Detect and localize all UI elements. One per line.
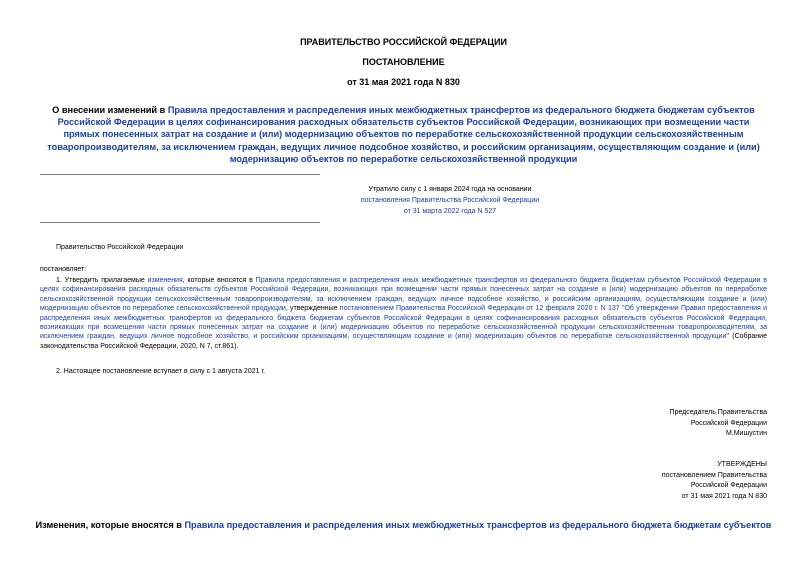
signature-line2: Российской Федерации bbox=[690, 419, 767, 427]
government-heading: ПРАВИТЕЛЬСТВО РОССИЙСКОЙ ФЕДЕРАЦИИ bbox=[300, 37, 507, 47]
item-2-paragraph: 2. Настоящее постановление вступает в силу с 1 августа 2021 г. bbox=[56, 368, 266, 375]
lost-force-note bbox=[300, 184, 600, 217]
changes-heading-rules-link[interactable]: Правила предоставления и распределения иных межбюджетных трансфертов из федерального бюджета бюджетам субъектов bbox=[184, 520, 772, 530]
lost-force-decree-date-link[interactable]: от 31 марта 2022 года N 527 bbox=[403, 208, 497, 215]
item1-changes-link[interactable]: изменения bbox=[147, 277, 183, 284]
signature-line1: Председатель Правительства bbox=[669, 409, 767, 416]
changes-heading-prefix: Изменения, которые вносятся в bbox=[35, 520, 185, 530]
approved-line3: Российской Федерации bbox=[690, 482, 767, 490]
document-type: ПОСТАНОВЛЕНИЕ bbox=[362, 57, 445, 67]
approved-line1: УТВЕРЖДЕНЫ bbox=[717, 461, 767, 468]
item1-rules-link[interactable]: Правила предоставления и распределения иных межбюджетных трансфертов из федерального бюджета бюджетам субъектов Российской Федерации в целях софинансирования расходных обязательств субъектов Российской Федерации, возникающих при возмещении части прямых понесенных затрат на создание и (или) модернизацию объектов по переработке сельскохозяйственной продукции сельскохозяйственным товаропроизводителям, за исключением граждан, ведущих личное подсобное хозяйство, и российским организациям, осуществляющим создание и (или) модернизацию объектов по переработке сельскохозяйственной продукции bbox=[40, 277, 767, 313]
divider-top bbox=[40, 174, 320, 175]
resolves-text: постановляет: bbox=[40, 266, 87, 273]
item1-prefix: 1. Утвердить прилагаемые bbox=[56, 277, 148, 284]
document-title bbox=[40, 104, 767, 165]
approved-line4: от 31 мая 2021 года N 830 bbox=[681, 492, 767, 500]
signature-block bbox=[517, 408, 767, 440]
approved-block bbox=[517, 460, 767, 502]
divider-bottom bbox=[40, 222, 320, 223]
item1-mid: , которые вносятся в bbox=[182, 277, 256, 284]
approved-line2: постановлением Правительства bbox=[661, 471, 767, 479]
document-date-number: от 31 мая 2021 года N 830 bbox=[347, 77, 460, 87]
lost-force-line1: Утратило силу с 1 января 2024 года на основании bbox=[368, 186, 532, 193]
lost-force-decree-link[interactable]: постановления Правительства Российской Федерации bbox=[360, 197, 540, 204]
signature-line3: М.Мишустин bbox=[725, 430, 767, 438]
item1-decree-link[interactable]: постановлением Правительства Российской Федерации от 12 февраля 2020 г. N 137 "Об утверждении Правил предоставления и распределения иных межбюджетных трансфертов из федерального бюджета бюджетам субъектов Российской Федерации в целях софинансирования расходных обязательств субъектов Российской Федерации, возникающих при возмещении части прямых понесенных затрат на создание и (или) модернизацию объектов по переработке сельскохозяйственной продукции сельскохозяйственным товаропроизводителям, за исключением граждан, ведущих личное подсобное хозяйство, и российским организациям, осуществляющим создание и (или) модернизацию объектов по переработке сельскохозяйственной продукции bbox=[40, 305, 767, 341]
item1-tail: " (Собрание законодательства Российской Федерации, 2020, N 7, ст.861). bbox=[40, 333, 767, 350]
item1-after-rules: , утвержденные bbox=[285, 305, 340, 313]
title-prefix: О внесении изменений в bbox=[52, 105, 168, 115]
item-1-paragraph bbox=[40, 276, 767, 351]
intro-text: Правительство Российской Федерации bbox=[56, 244, 184, 251]
changes-heading bbox=[0, 520, 807, 530]
title-rules-link[interactable]: Правила предоставления и распределения иных межбюджетных трансфертов из федерального бюджета бюджетам субъектов Российской Федерации в целях софинансирования расходных обязательств субъектов Российской Федерации, возникающих при возмещении части прямых понесенных затрат на создание и (или) модернизацию объектов по переработке сельскохозяйственной продукции сельскохозяйственным товаропроизводителям, за исключением граждан, ведущих личное подсобное хозяйство, и российским организациям, осуществляющим создание и (или) модернизацию объектов по переработке сельскохозяйственной продукции bbox=[47, 105, 760, 164]
